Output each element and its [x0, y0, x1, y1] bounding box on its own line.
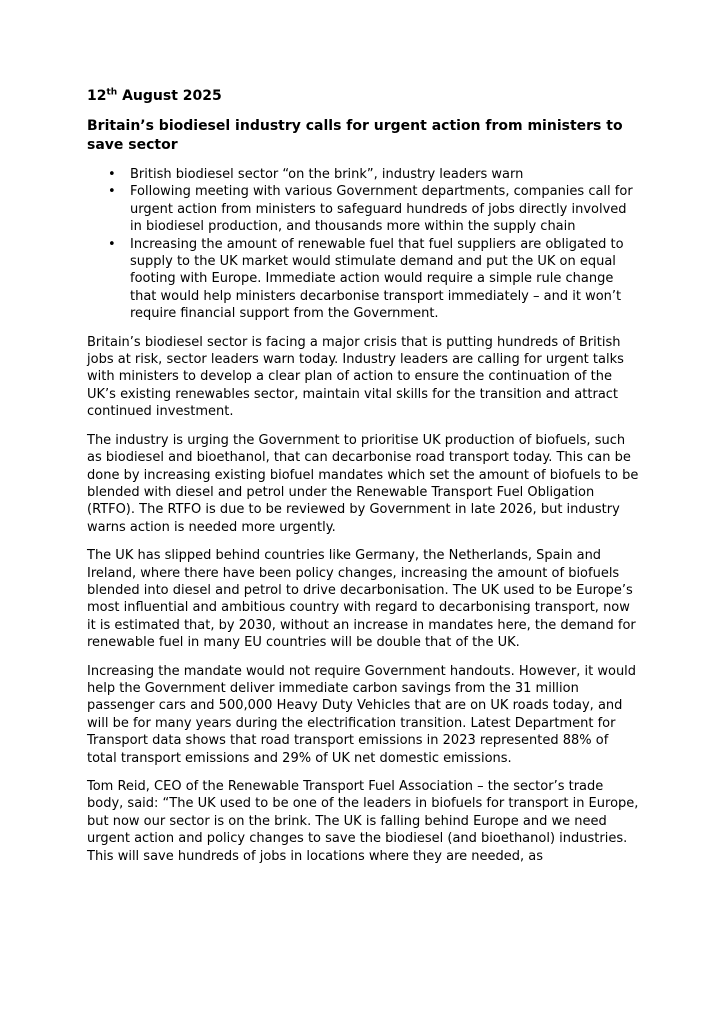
bullet-item: [87, 166, 640, 183]
bullet-marker: •: [108, 236, 116, 252]
bullet-marker: •: [108, 167, 116, 182]
document-headline: Britain’s biodiesel industry calls for urgent action from ministers to save sector: [87, 118, 623, 153]
date-ordinal-superscript: th: [106, 87, 118, 98]
date-rest: August 2025: [117, 88, 222, 104]
body-paragraph: Britain’s biodiesel sector is facing a major crisis that is putting hundreds of British jobs at risk, sector leaders warn today. Industry leaders are calling for urgent talks with ministers to develop a clear plan of action to ensure the continuation of the UK’s existing renewables sector, maintain vital skills for the transition and attract continued investment.: [87, 334, 624, 420]
body-paragraph: Increasing the mandate would not require Government handouts. However, it would help the Government deliver immediate carbon savings from the 31 million passenger cars and 500,000 Heavy Duty Vehicles that are on UK roads today, and will be for many years during the electrification transition. Latest Department for Transport data shows that road transport emissions in 2023 represented 88% of total transport emissions and 29% of UK net domestic emissions.: [87, 663, 637, 766]
body-paragraph: The UK has slipped behind countries like Germany, the Netherlands, Spain and Ireland, where there have been policy changes, increasing the amount of biofuels blended into diesel and petrol to drive decarbonisation. The UK used to be Europe’s most influential and ambitious country with regard to decarbonising transport, now it is estimated that, by 2030, without an increase in mandates here, the demand for renewable fuel in many EU countries will be double that of the UK.: [87, 548, 636, 651]
bullet-item: [87, 236, 640, 323]
bullet-item: [87, 183, 640, 235]
summary-bullet-list: [87, 166, 640, 323]
body-paragraph: The industry is urging the Government to prioritise UK production of biofuels, such as biodiesel and bioethanol, that can decarbonise road transport today. This can be done by increasing existing biofuel mandates which set the amount of biofuels to be blended with diesel and petrol under the Renewable Transport Fuel Obligation (RTFO). The RTFO is due to be reviewed by Government in late 2026, but industry warns action is needed more urgently.: [87, 432, 639, 535]
bullet-text: Increasing the amount of renewable fuel that fuel suppliers are obligated to supply to the UK market would stimulate demand and put the UK on equal footing with Europe. Immediate action would require a simple rule change that would help ministers decarbonise transport immediately – and it won’t require financial support from the Government.: [130, 236, 624, 322]
body-paragraph: Tom Reid, CEO of the Renewable Transport Fuel Association – the sector’s trade body, said: “The UK used to be one of the leaders in biofuels for transport in Europe, but now our sector is on the brink. The UK is falling behind Europe and we need urgent action and policy changes to save the biodiesel (and bioethanol) industries. This will save hundreds of jobs in locations where they are needed, as: [87, 779, 639, 864]
bullet-text: British biodiesel sector “on the brink”, industry leaders warn: [130, 167, 524, 182]
document-date: [87, 87, 640, 106]
bullet-text: Following meeting with various Government departments, companies call for urgent action from ministers to safeguard hundreds of jobs directly involved in biodiesel production, and thousands more within the supply chain: [130, 184, 633, 235]
date-day: 12: [87, 88, 107, 104]
bullet-marker: •: [108, 184, 116, 200]
